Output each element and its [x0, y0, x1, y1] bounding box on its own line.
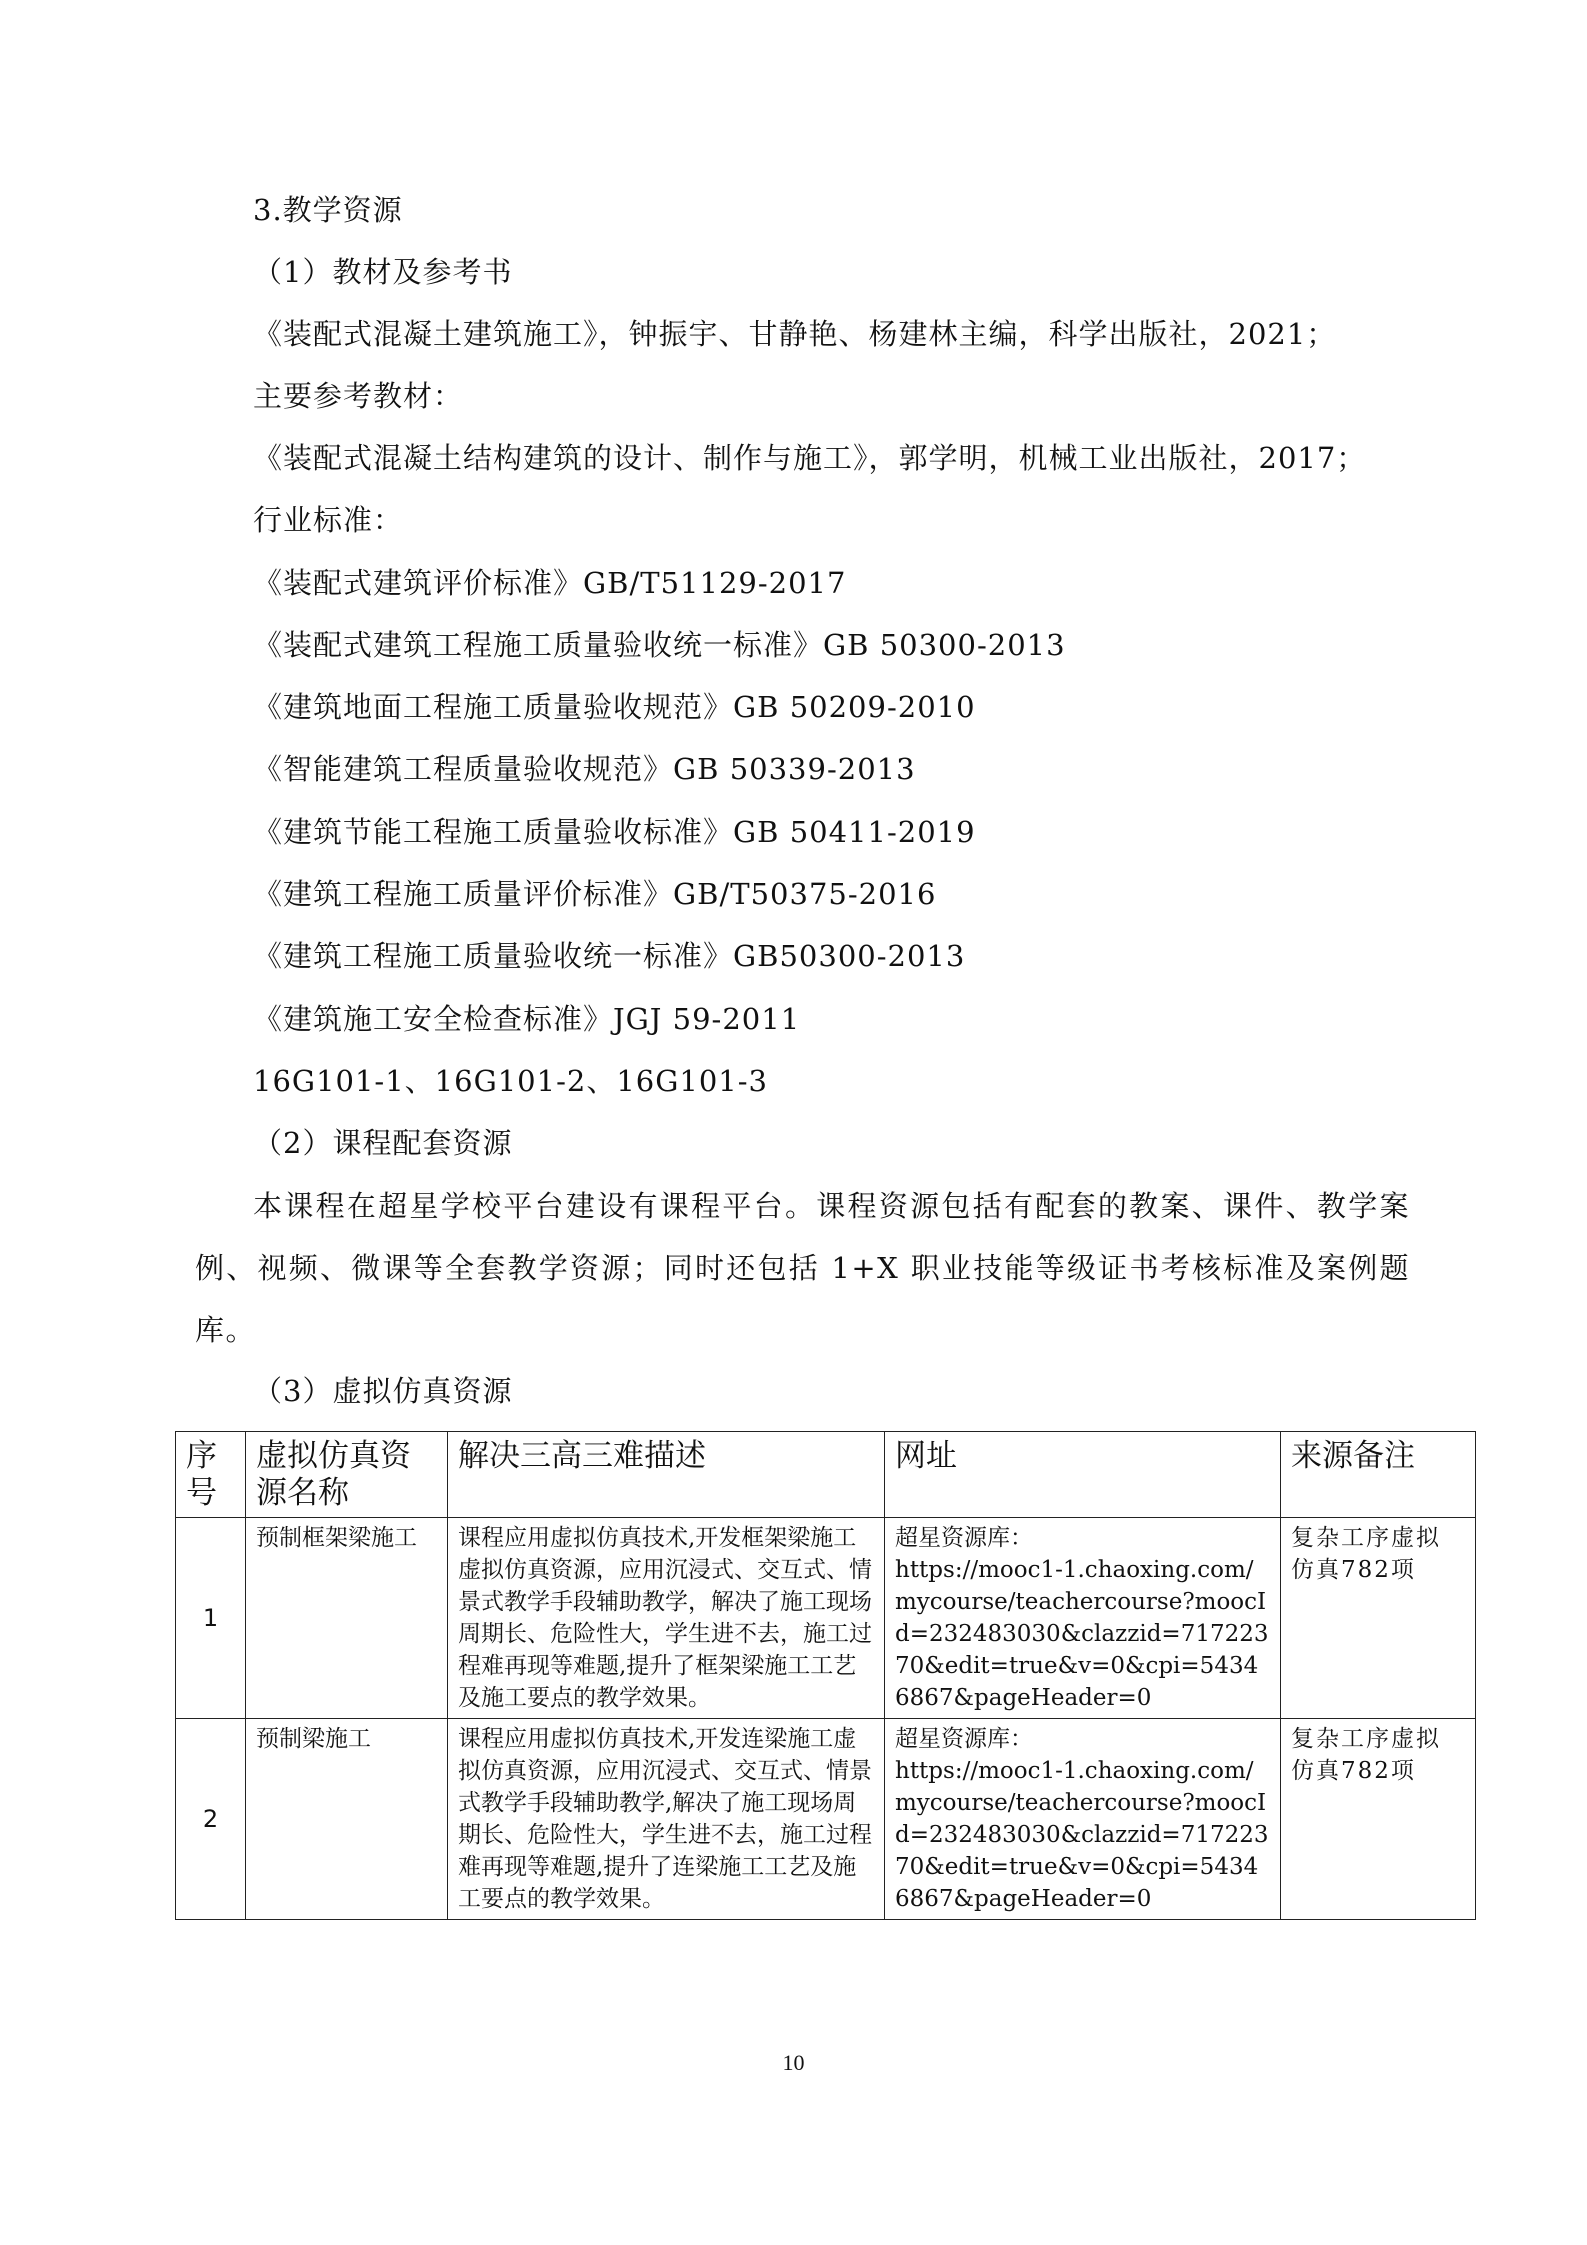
standard-item: 《建筑地面工程施工质量验收规范》GB 50209-2010 — [253, 690, 976, 724]
standard-item: 《装配式建筑评价标准》GB/T51129-2017 — [253, 566, 847, 600]
column-header-name: 虚拟仿真资源名称 — [246, 1432, 448, 1518]
course-resources-paragraph: 本课程在超星学校平台建设有课程平台。课程资源包括有配套的教案、课件、教学案例、视频、微课等全套教学资源；同时还包括 1+X 职业技能等级证书考核标准及案例题库。 — [195, 1189, 1410, 1347]
standard-item: 《建筑工程施工质量验收统一标准》GB50300-2013 — [253, 939, 966, 973]
row-note: 复杂工序虚拟仿真782项 — [1281, 1719, 1476, 1920]
standard-item: 《装配式建筑工程施工质量验收统一标准》GB 50300-2013 — [253, 628, 1066, 662]
row-desc: 课程应用虚拟仿真技术,开发框架梁施工虚拟仿真资源，应用沉浸式、交互式、情景式教学手段辅助教学，解决了施工现场周期长、危险性大，学生进不去，施工过程难再现等难题,提升了框架梁施工工艺及施工要点的教学效果。 — [448, 1518, 885, 1719]
table-row — [176, 1518, 1476, 1719]
table-row — [176, 1719, 1476, 1920]
reference-textbook: 《装配式混凝土结构建筑的设计、制作与施工》，郭学明，机械工业出版社，2017； — [253, 441, 1367, 475]
table-header-row — [176, 1432, 1476, 1518]
row-url-link[interactable]: https://mooc1-1.chaoxing.com/mycourse/teachercourse?moocId=232483030&clazzid=71722370&edit=true&v=0&cpi=54346867&pageHeader=0 — [895, 1557, 1269, 1711]
standard-item: 16G101-1、16G101-2、16G101-3 — [253, 1064, 769, 1098]
section-title: 3.教学资源 — [253, 193, 403, 227]
row-name: 预制框架梁施工 — [246, 1518, 448, 1719]
virtual-sim-heading: （3）虚拟仿真资源 — [253, 1374, 513, 1408]
row-url-cell — [885, 1719, 1281, 1920]
row-url-label: 超星资源库： — [895, 1525, 1033, 1551]
course-resources-heading: （2）课程配套资源 — [253, 1126, 513, 1160]
standards-label: 行业标准： — [253, 503, 404, 537]
reference-label: 主要参考教材： — [253, 379, 464, 413]
page-number: 10 — [782, 2050, 805, 2075]
column-header-desc: 解决三高三难描述 — [448, 1432, 885, 1518]
standard-item: 《建筑施工安全检查标准》JGJ 59-2011 — [253, 1002, 801, 1036]
row-url-link[interactable]: https://mooc1-1.chaoxing.com/mycourse/teachercourse?moocId=232483030&clazzid=71722370&edit=true&v=0&cpi=54346867&pageHeader=0 — [895, 1758, 1269, 1912]
virtual-sim-table — [175, 1431, 1476, 1920]
column-header-seq: 序号 — [176, 1432, 246, 1518]
standard-item: 《建筑节能工程施工质量验收标准》GB 50411-2019 — [253, 815, 976, 849]
textbooks-heading: （1）教材及参考书 — [253, 255, 513, 289]
row-url-label: 超星资源库： — [895, 1726, 1033, 1752]
main-textbook: 《装配式混凝土建筑施工》，钟振宇、甘静艳、杨建林主编，科学出版社，2021； — [253, 317, 1337, 351]
column-header-url: 网址 — [885, 1432, 1281, 1518]
row-url-cell — [885, 1518, 1281, 1719]
column-header-note: 来源备注 — [1281, 1432, 1476, 1518]
standard-item: 《智能建筑工程质量验收规范》GB 50339-2013 — [253, 752, 916, 786]
row-seq: 2 — [176, 1719, 246, 1920]
row-note: 复杂工序虚拟仿真782项 — [1281, 1518, 1476, 1719]
standard-item: 《建筑工程施工质量评价标准》GB/T50375-2016 — [253, 877, 937, 911]
row-desc: 课程应用虚拟仿真技术,开发连梁施工虚拟仿真资源，应用沉浸式、交互式、情景式教学手段辅助教学,解决了施工现场周期长、危险性大，学生进不去，施工过程难再现等难题,提升了连梁施工工艺及施工要点的教学效果。 — [448, 1719, 885, 1920]
row-name: 预制梁施工 — [246, 1719, 448, 1920]
row-seq: 1 — [176, 1518, 246, 1719]
